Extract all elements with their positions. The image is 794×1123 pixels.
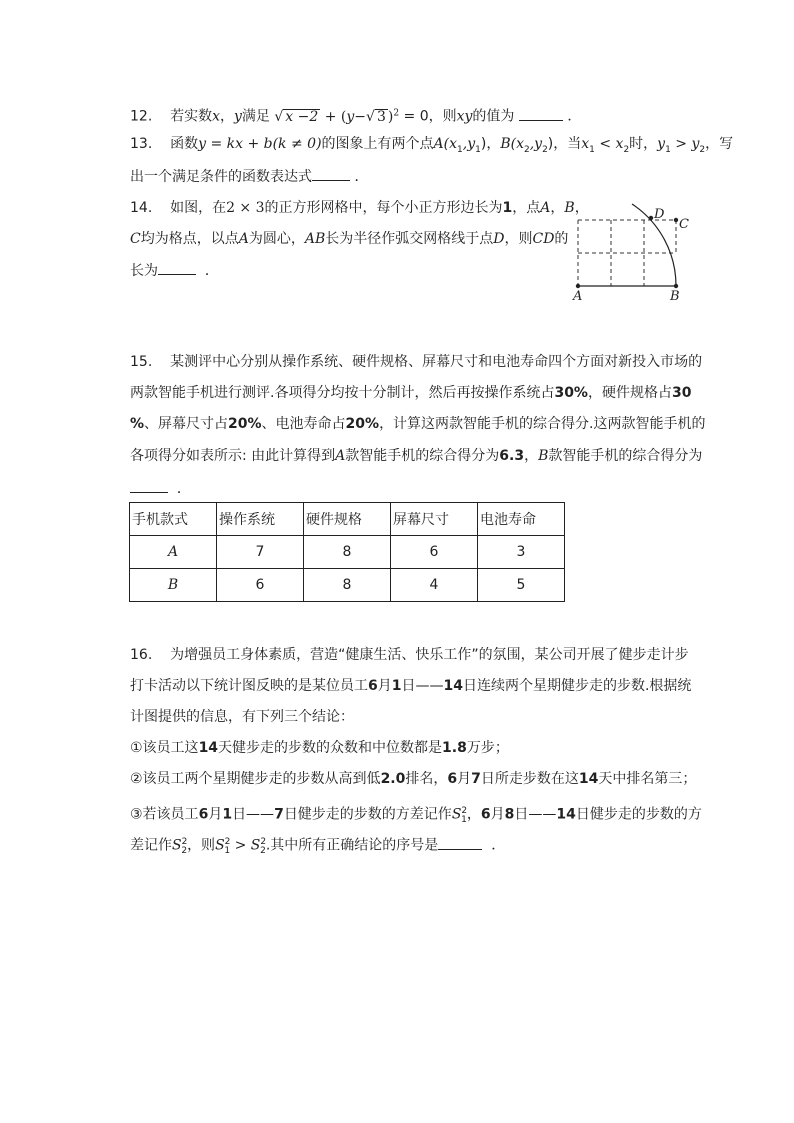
conclusion-3: ③若该员工6月1日——7日健步走的步数的方差记作$S^2_1$，6月8日——14日健步走的步数的方	[130, 806, 702, 826]
answer-blank[interactable]	[158, 260, 196, 275]
question-number: 16.	[130, 647, 153, 663]
question-16-line-7: 差记作$S^2_2$，则$S^2_1 > S^2_2$.其中所有正确结论的序号是 ．	[130, 832, 505, 861]
question-number: 15.	[130, 354, 153, 370]
table-header-cell: 硬件规格	[304, 503, 391, 536]
question-13-line-2: 出一个满足条件的函数表达式 ．	[130, 166, 368, 187]
table-header-cell: 电池寿命	[478, 503, 565, 536]
question-15-line-5: ．	[130, 478, 191, 499]
table-cell: 6	[391, 536, 478, 569]
question-16-line-2: 打卡活动以下统计图反映的是某位员工6月1日——14日连续两个星期健步走的步数.根据统	[130, 678, 692, 694]
table-cell: A	[130, 536, 217, 569]
point-d	[649, 216, 653, 220]
question-number: 14.	[130, 200, 153, 216]
answer-blank[interactable]	[519, 106, 563, 121]
conclusion-2: ②该员工两个星期健步走的步数从高到低2.0排名，6月7日所走步数在这14天中排名第三；	[130, 771, 697, 787]
score-table	[129, 502, 565, 602]
table-cell: 3	[478, 536, 565, 569]
question-number: 13.	[130, 136, 153, 152]
conclusion-1: ①该员工这14天健步走的步数的众数和中位数都是1.8万步；	[130, 740, 509, 756]
answer-blank[interactable]	[438, 835, 482, 850]
question-14: 14. 如图，在2 × 3的正方形网格中，每个小正方形边长为1，点A，B，	[130, 200, 589, 216]
answer-blank[interactable]	[312, 166, 350, 181]
table-cell: B	[130, 569, 217, 602]
table-header-cell: 手机款式	[130, 503, 217, 536]
question-12: 12. 若实数x，y满足 √ x −2 + (y−√ 3 )$^2$ = 0，则xy的值为 ．	[130, 103, 581, 127]
question-15-line-3: %、屏幕尺寸占20%、电池寿命占20%，计算这两款智能手机的综合得分.这两款智能手机的	[130, 416, 706, 432]
sqrt-term: √ x −2 + (y−√ 3 )$^2$	[274, 108, 400, 125]
table-header-cell: 操作系统	[217, 503, 304, 536]
table-row	[130, 569, 565, 602]
label-c: C	[679, 217, 689, 232]
table-cell: 4	[391, 569, 478, 602]
question-16-line-3: 计图提供的信息，有下列三个结论：	[130, 709, 354, 725]
table-header-cell: 屏幕尺寸	[391, 503, 478, 536]
question-15-line-4: 各项得分如表所示: 由此计算得到A款智能手机的综合得分为6.3，B款智能手机的综合得分为	[130, 448, 703, 464]
point-b	[674, 284, 678, 288]
question-13: 13. 函数y = kx + b(k ≠ 0)的图象上有两个点$A(x_1,y_1)$，$B(x_2,y_2)$，当$x_1 < x_2$时，$y_1 > y_2$，写	[130, 136, 734, 155]
label-b: B	[670, 289, 680, 304]
table-cell: 5	[478, 569, 565, 602]
question-14-line-3: 长为 ．	[130, 260, 219, 281]
table-cell: 6	[217, 569, 304, 602]
label-a: A	[573, 289, 583, 304]
question-number: 12.	[130, 108, 153, 125]
grid-arc-figure	[570, 198, 690, 304]
table-cell: 8	[304, 569, 391, 602]
table-row	[130, 536, 565, 569]
question-15: 15. 某测评中心分别从操作系统、硬件规格、屏幕尺寸和电池寿命四个方面对新投入市场的	[130, 354, 703, 370]
question-15-line-2: 两款智能手机进行测评.各项得分均按十分制计，然后再按操作系统占30%，硬件规格占30	[130, 385, 692, 401]
answer-blank[interactable]	[130, 478, 168, 493]
question-14-line-2: C均为格点，以点A为圆心，AB长为半径作弧交网格线于点D，则CD的	[130, 231, 569, 247]
table-header-row	[130, 503, 565, 536]
label-d: D	[654, 207, 665, 222]
question-16: 16. 为增强员工身体素质，营造“健康生活、快乐工作”的氛围，某公司开展了健步走计步	[130, 647, 689, 663]
table-cell: 8	[304, 536, 391, 569]
point-c	[674, 218, 678, 222]
point-a	[576, 284, 580, 288]
table-cell: 7	[217, 536, 304, 569]
